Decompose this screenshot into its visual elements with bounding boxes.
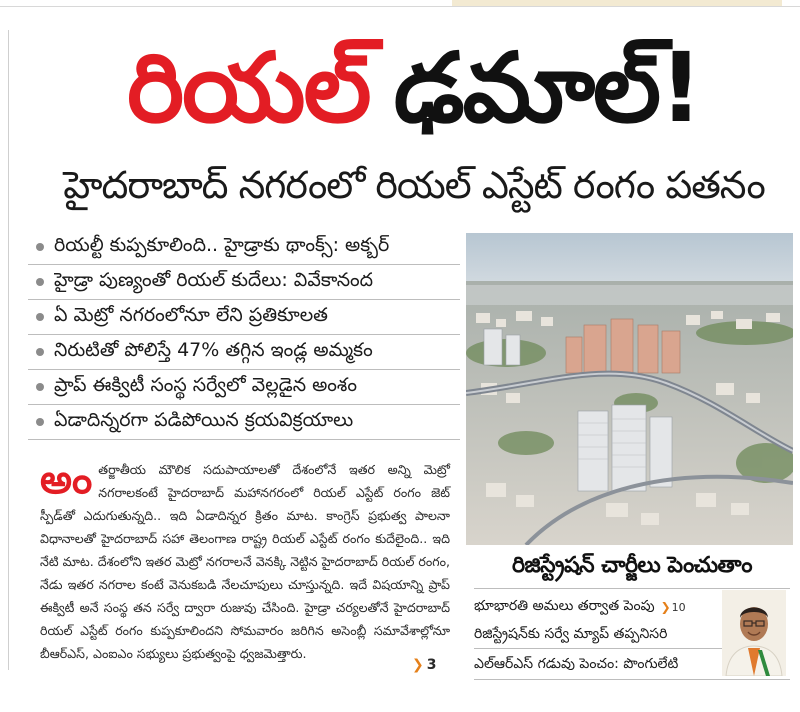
- left-column-rule: [8, 30, 9, 670]
- bullet-dot-icon: [36, 348, 44, 356]
- bullet-item: [28, 230, 460, 265]
- sidebar-title: రిజిస్ట్రేషన్ చార్జీలు పెంచుతాం: [474, 548, 790, 589]
- bullet-item: [28, 265, 460, 300]
- bullet-text: రియల్టీ కుప్పకూలింది.. హైడ్రాకు థాంక్స్: అక్బర్: [54, 233, 390, 256]
- sidebar-item: [474, 594, 686, 620]
- bullet-list: [28, 230, 460, 440]
- sidebar-item-text: రిజిస్ట్రేషన్‌కు సర్వే మ్యాప్ తప్పనిసరి: [474, 625, 668, 642]
- chevron-right-icon: ❯: [412, 657, 424, 673]
- top-divider: [0, 6, 800, 7]
- bullet-item: [28, 300, 460, 335]
- bullet-text: ప్రాప్ ఈక్విటీ సంస్థ సర్వేలో వెల్లడైన అంశం: [54, 373, 358, 396]
- bullet-dot-icon: [36, 243, 44, 251]
- bullet-dot-icon: [36, 418, 44, 426]
- headline-part-1: రియల్: [127, 32, 370, 144]
- continued-on-page[interactable]: [412, 657, 436, 673]
- bullet-dot-icon: [36, 383, 44, 391]
- continued-page-number: 3: [426, 657, 437, 673]
- dropcap: అం: [40, 457, 93, 503]
- sidebar-item-text: ఎల్ఆర్ఎస్ గడువు పెంచం: పొంగులేటి: [474, 655, 679, 672]
- page-ref-number: 10: [671, 600, 686, 614]
- article-body: [40, 458, 450, 665]
- chevron-right-icon: ❯: [660, 600, 671, 614]
- article-paragraph: తర్జాతీయ మౌలిక సదుపాయాలతో దేశంలోనే ఇతర అన్ని మెట్రో నగరాలకంటే హైదరాబాద్ మహానగరంలో రియల్ ఎస్టేట్ రంగం జెట్ స్పీడ్‌తో ఎదుగుతున్నది.. ఇది ఏడాదిన్నర క్రితం మాట. కాంగ్రెస్ ప్రభుత్వ పాలనా విధానాలతో హైదరాబాద్ సహా తెలంగాణ రాష్ట్ర రియల్ ఎస్టేట్ రంగం కుదేలైంది.. ఇది నేటి మాట. దేశంలోని ఇతర మెట్రో నగరాలనే వెనక్కి నెట్టిన హైదరాబాద్ రియల్ రంగం, నేడు ఇతర నగరాల కంటే వెనుకబడి నేలచూపులు చూస్తున్నది. ఇదే విషయాన్ని ప్రాప్ ఈక్విటీ అనే సంస్థ తన సర్వే ద్వారా రుజువు చేసింది. హైడ్రా చర్యలతోనే హైదరాబాద్ రియల్ ఎస్టేట్ రంగం కుప్పకూలిందని సోమవారం జరిగిన అసెంబ్లీ సమావేశాల్లోనూ బీఆర్ఎస్, ఎంఐఎం సభ్యులు ప్రభుత్వంపై ధ్వజమెత్తారు.: [40, 462, 450, 661]
- bullet-dot-icon: [36, 278, 44, 286]
- headline-part-2: ఢమాల్!: [393, 32, 701, 144]
- bullet-item: [28, 370, 460, 405]
- bullet-item: [28, 405, 460, 440]
- sidebar-item-text: భూభారతి అమలు తర్వాత పెంపు: [474, 597, 655, 614]
- sidebar-item: [474, 622, 667, 648]
- bullet-text: నిరుటితో పోలిస్తే 47% తగ్గిన ఇండ్ల అమ్మకం: [54, 338, 373, 361]
- bullet-text: హైడ్రా పుణ్యంతో రియల్ కుదేలు: వివేకానంద: [54, 268, 374, 291]
- bullet-item: [28, 335, 460, 370]
- bullet-text: ఏ మెట్రో నగరంలోనూ లేని ప్రతికూలత: [54, 303, 328, 326]
- subheadline: హైదరాబాద్ నగరంలో రియల్ ఎస్టేట్ రంగం పతనం: [63, 163, 765, 207]
- city-aerial-photo: [466, 233, 793, 545]
- headline: [38, 24, 790, 152]
- bullet-dot-icon: [36, 313, 44, 321]
- sidebar-divider: [474, 648, 724, 649]
- minister-portrait: [722, 590, 786, 676]
- page-ref[interactable]: [661, 600, 686, 614]
- sidebar-divider: [474, 679, 790, 680]
- bullet-text: ఏడాదిన్నరగా పడిపోయిన క్రయవిక్రయాలు: [54, 408, 354, 431]
